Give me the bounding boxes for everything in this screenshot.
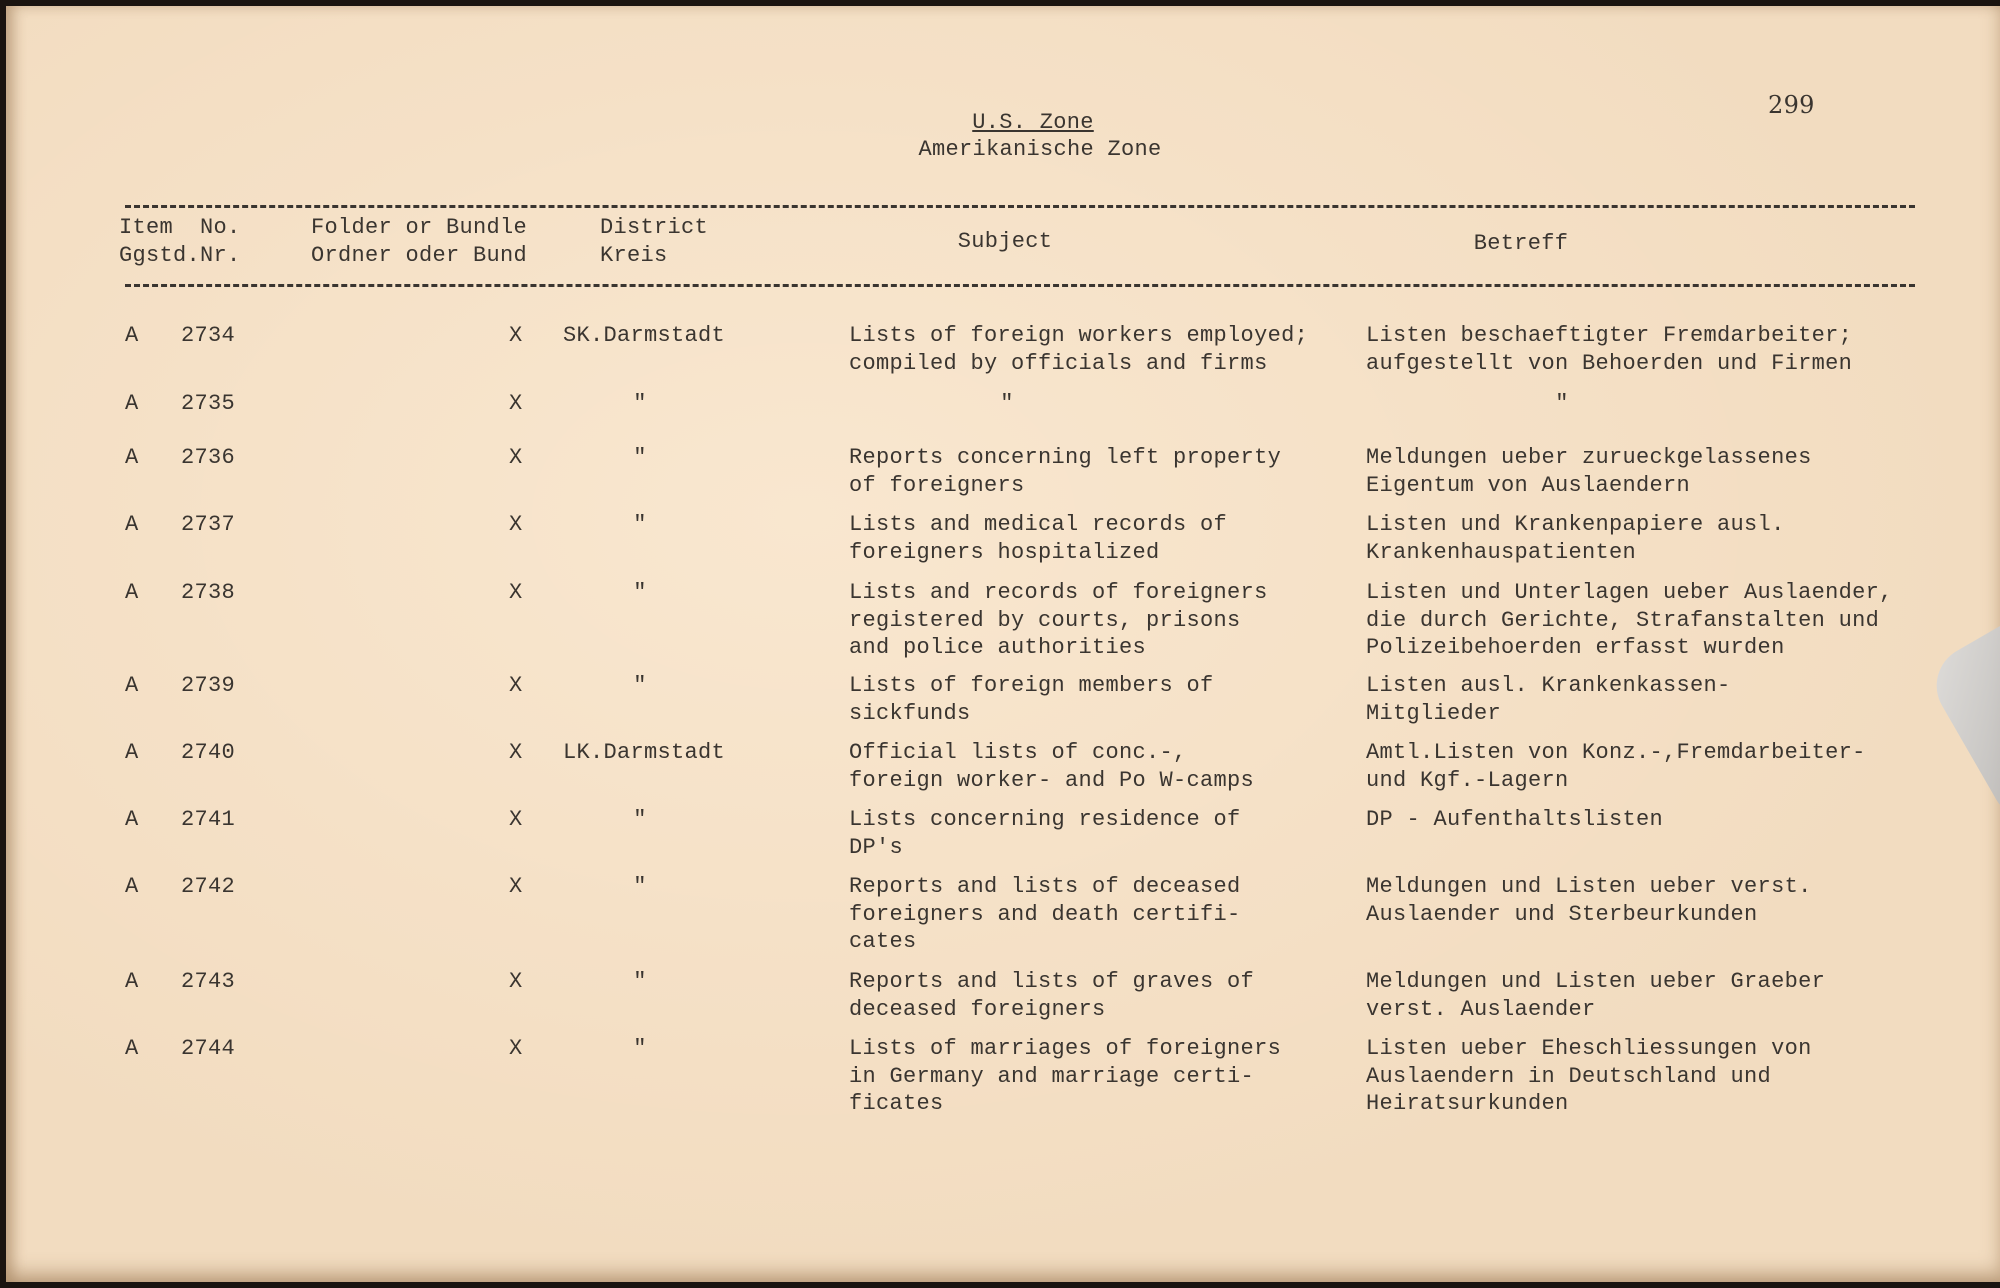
district: " [633, 673, 647, 698]
folder-mark: X [509, 673, 523, 698]
item-header-de: Ggstd.Nr. [119, 242, 241, 268]
subject: Official lists of conc.-, foreign worker- and Po W-camps [849, 740, 1255, 793]
folder-header-en: Folder or Bundle [311, 215, 528, 240]
item-prefix: A [125, 969, 139, 994]
subject: Lists concerning residence of DP's [849, 807, 1241, 860]
page-subtitle: Amerikanische Zone [918, 137, 1162, 162]
item-prefix: A [125, 445, 139, 470]
district: " [633, 807, 647, 832]
folder-mark: X [509, 1036, 523, 1061]
item-number: 2738 [181, 580, 236, 605]
betreff: Listen und Krankenpapiere ausl. Krankenhauspatienten [1366, 512, 1785, 565]
folder-mark: X [509, 323, 523, 348]
tweezer-object [1922, 626, 2000, 818]
folder-header-de: Ordner oder Bund [311, 242, 528, 268]
item-number: 2744 [181, 1036, 236, 1061]
district: SK.Darmstadt [563, 323, 726, 348]
betreff: Amtl.Listen von Konz.-,Fremdarbeiter- und Kgf.-Lagern [1366, 740, 1866, 793]
item-number: 2743 [181, 969, 236, 994]
column-header-item [119, 214, 241, 269]
betreff: Listen ueber Eheschliessungen von Auslaendern in Deutschland und Heiratsurkunden [1366, 1036, 1812, 1116]
column-header-folder [311, 214, 527, 269]
item-prefix: A [125, 673, 139, 698]
item-prefix: A [125, 323, 139, 348]
item-prefix: A [125, 512, 139, 537]
folder-mark: X [509, 807, 523, 832]
header-divider-bottom [125, 284, 1915, 287]
folder-mark: X [509, 740, 523, 765]
betreff: " [1555, 391, 1569, 416]
folder-mark: X [509, 969, 523, 994]
subject: Reports and lists of deceased foreigners and death certifi- cates [849, 874, 1241, 954]
district: LK.Darmstadt [563, 740, 726, 765]
column-header-district [600, 214, 708, 269]
district: " [633, 391, 647, 416]
subject: Reports concerning left property of foreigners [849, 445, 1282, 498]
item-number: 2734 [181, 323, 236, 348]
subject: Reports and lists of graves of deceased foreigners [849, 969, 1255, 1022]
district: " [633, 874, 647, 899]
subject: " [1000, 391, 1014, 416]
betreff: Meldungen ueber zurueckgelassenes Eigentum von Auslaendern [1366, 445, 1812, 498]
column-header-betreff: Betreff [1473, 231, 1569, 256]
item-number: 2736 [181, 445, 236, 470]
page-number: 299 [1768, 91, 1815, 119]
subject: Lists and medical records of foreigners hospitalized [849, 512, 1228, 565]
document-page [6, 6, 2000, 1282]
betreff: Listen beschaeftigter Fremdarbeiter; aufgestellt von Behoerden und Firmen [1366, 323, 1853, 376]
item-number: 2740 [181, 740, 236, 765]
item-prefix: A [125, 740, 139, 765]
district: " [633, 1036, 647, 1061]
district: " [633, 512, 647, 537]
column-header-subject: Subject [957, 229, 1053, 254]
item-header-en: Item No. [119, 215, 241, 240]
district: " [633, 445, 647, 470]
item-number: 2735 [181, 391, 236, 416]
folder-mark: X [509, 445, 523, 470]
betreff: Meldungen und Listen ueber Graeber verst. Auslaender [1366, 969, 1826, 1022]
item-number: 2742 [181, 874, 236, 899]
folder-mark: X [509, 874, 523, 899]
district: " [633, 580, 647, 605]
item-number: 2737 [181, 512, 236, 537]
betreff: Meldungen und Listen ueber verst. Auslaender und Sterbeurkunden [1366, 874, 1812, 927]
item-prefix: A [125, 1036, 139, 1061]
item-prefix: A [125, 807, 139, 832]
district-header-de: Kreis [600, 242, 668, 268]
folder-mark: X [509, 512, 523, 537]
subject: Lists and records of foreigners registered by courts, prisons and police authorities [849, 580, 1268, 660]
subject: Lists of marriages of foreigners in Germany and marriage certi- ficates [849, 1036, 1282, 1116]
page-title: U.S. Zone [972, 110, 1094, 135]
subject: Lists of foreign members of sickfunds [849, 673, 1214, 726]
district-header-en: District [600, 215, 709, 240]
folder-mark: X [509, 580, 523, 605]
subject: Lists of foreign workers employed; compiled by officials and firms [849, 323, 1309, 376]
item-prefix: A [125, 874, 139, 899]
betreff: Listen ausl. Krankenkassen- Mitglieder [1366, 673, 1731, 726]
item-number: 2739 [181, 673, 236, 698]
item-number: 2741 [181, 807, 236, 832]
betreff: DP - Aufenthaltslisten [1366, 807, 1664, 832]
item-prefix: A [125, 580, 139, 605]
item-prefix: A [125, 391, 139, 416]
header-divider-top [125, 205, 1915, 208]
district: " [633, 969, 647, 994]
betreff: Listen und Unterlagen ueber Auslaender, die durch Gerichte, Strafanstalten und Polizeibehoerden erfasst wurden [1366, 580, 1893, 660]
folder-mark: X [509, 391, 523, 416]
